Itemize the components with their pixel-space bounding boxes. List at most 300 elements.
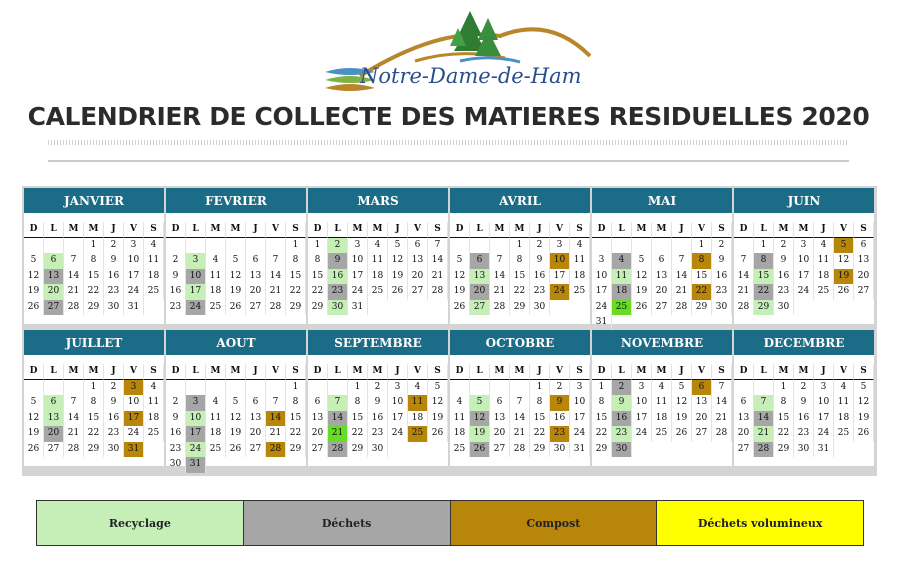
day-cell: 4 [144, 238, 164, 254]
day-cell: 29 [510, 300, 530, 316]
day-cell: 15 [84, 411, 104, 427]
day-cell: 26 [226, 442, 246, 458]
day-cell: 10 [570, 395, 590, 411]
day-cell: 1 [692, 238, 712, 254]
day-cell: 31 [570, 442, 590, 458]
weekday-label: J [104, 364, 124, 380]
weekday-label: M [510, 222, 530, 238]
day-cell: 25 [144, 426, 164, 442]
day-cell: 16 [530, 269, 550, 285]
weekday-label: V [692, 222, 712, 238]
day-cell: 23 [104, 284, 124, 300]
day-cell: 6 [246, 395, 266, 411]
day-cell: 4 [206, 253, 226, 269]
weekday-label: M [774, 364, 794, 380]
month-header: SEPTEMBRE [308, 330, 448, 355]
page-title: CALENDRIER DE COLLECTE DES MATIERES RESIDUELLES 2020 [27, 102, 870, 131]
weekday-label: M [774, 222, 794, 238]
day-cell: 22 [84, 426, 104, 442]
day-cell: 24 [186, 442, 206, 458]
day-cell: 28 [672, 300, 692, 316]
day-cell: 1 [592, 380, 612, 396]
day-cell: 3 [632, 380, 652, 396]
day-cell: 5 [834, 238, 854, 254]
day-cell: 25 [368, 284, 388, 300]
day-cell: 13 [408, 253, 428, 269]
day-cell: 18 [814, 269, 834, 285]
day-cell: 21 [64, 426, 84, 442]
weekday-label: M [794, 364, 814, 380]
day-cell: 26 [428, 426, 448, 442]
empty-day-cell [470, 238, 490, 254]
day-cell: 10 [632, 395, 652, 411]
day-cell: 9 [550, 395, 570, 411]
day-cell: 13 [854, 253, 874, 269]
day-cell: 20 [854, 269, 874, 285]
day-cell: 11 [612, 269, 632, 285]
weekday-label: S [144, 364, 164, 380]
day-cell: 9 [774, 253, 794, 269]
weekday-label: M [84, 222, 104, 238]
weekday-label: V [124, 222, 144, 238]
weekday-label: S [286, 222, 306, 238]
month-octobre [450, 330, 590, 466]
day-cell: 15 [692, 269, 712, 285]
day-cell: 31 [592, 315, 612, 331]
day-cell: 9 [166, 269, 186, 285]
day-cell: 12 [470, 411, 490, 427]
day-cell: 24 [794, 284, 814, 300]
day-cell: 1 [286, 380, 306, 396]
day-cell: 19 [388, 269, 408, 285]
day-cell: 4 [570, 238, 590, 254]
day-cell: 4 [652, 380, 672, 396]
day-cell: 12 [226, 411, 246, 427]
empty-day-cell [308, 380, 328, 396]
day-cell: 29 [84, 300, 104, 316]
day-cell: 22 [286, 284, 306, 300]
day-cell: 6 [652, 253, 672, 269]
day-cell: 19 [24, 284, 44, 300]
month-days [450, 364, 590, 457]
day-cell: 28 [64, 300, 84, 316]
day-cell: 15 [510, 269, 530, 285]
weekday-label: S [428, 222, 448, 238]
day-cell: 29 [530, 442, 550, 458]
day-cell: 15 [774, 411, 794, 427]
weekday-label: J [814, 222, 834, 238]
weekday-label: M [226, 364, 246, 380]
day-cell: 12 [834, 253, 854, 269]
day-cell: 18 [570, 269, 590, 285]
empty-day-cell [24, 238, 44, 254]
day-cell: 29 [774, 442, 794, 458]
weekday-label: S [570, 364, 590, 380]
empty-day-cell [450, 380, 470, 396]
day-cell: 2 [104, 238, 124, 254]
day-cell: 14 [266, 269, 286, 285]
day-cell: 30 [712, 300, 732, 316]
day-cell: 19 [854, 411, 874, 427]
day-cell: 27 [734, 442, 754, 458]
day-cell: 14 [510, 411, 530, 427]
day-cell: 21 [328, 426, 348, 442]
day-cell: 12 [24, 269, 44, 285]
day-cell: 10 [550, 253, 570, 269]
day-cell: 3 [124, 380, 144, 396]
day-cell: 10 [124, 253, 144, 269]
weekday-label: M [348, 364, 368, 380]
day-cell: 27 [652, 300, 672, 316]
day-cell: 24 [186, 300, 206, 316]
day-cell: 13 [692, 395, 712, 411]
weekday-label: D [592, 222, 612, 238]
weekday-label: M [226, 222, 246, 238]
month-days [166, 222, 306, 315]
weekday-label: J [530, 222, 550, 238]
empty-day-cell [672, 238, 692, 254]
day-cell: 26 [388, 284, 408, 300]
day-cell: 31 [348, 300, 368, 316]
weekday-label: J [388, 364, 408, 380]
day-cell: 24 [632, 426, 652, 442]
day-cell: 6 [470, 253, 490, 269]
day-cell: 29 [348, 442, 368, 458]
day-cell: 23 [104, 426, 124, 442]
empty-day-cell [166, 238, 186, 254]
day-cell: 8 [286, 395, 306, 411]
day-cell: 1 [754, 238, 774, 254]
month-header: NOVEMBRE [592, 330, 732, 355]
day-cell: 27 [490, 442, 510, 458]
day-cell: 6 [44, 395, 64, 411]
day-cell: 4 [834, 380, 854, 396]
day-cell: 26 [24, 442, 44, 458]
day-cell: 12 [388, 253, 408, 269]
day-cell: 8 [348, 395, 368, 411]
day-cell: 26 [226, 300, 246, 316]
day-cell: 6 [692, 380, 712, 396]
day-cell: 13 [246, 269, 266, 285]
legend-item: Déchets [244, 501, 451, 545]
day-cell: 22 [308, 284, 328, 300]
day-cell: 7 [672, 253, 692, 269]
day-cell: 13 [734, 411, 754, 427]
month-mars [308, 188, 448, 324]
day-cell: 27 [408, 284, 428, 300]
weekday-label: J [246, 222, 266, 238]
day-cell: 14 [428, 253, 448, 269]
weekday-label: J [388, 222, 408, 238]
day-cell: 26 [672, 426, 692, 442]
weekday-label: V [550, 222, 570, 238]
day-cell: 27 [44, 442, 64, 458]
day-cell: 8 [308, 253, 328, 269]
weekday-label: L [44, 364, 64, 380]
day-cell: 6 [490, 395, 510, 411]
month-avril [450, 188, 590, 324]
empty-day-cell [612, 238, 632, 254]
day-cell: 21 [712, 411, 732, 427]
day-cell: 9 [328, 253, 348, 269]
weekday-label: L [470, 222, 490, 238]
day-cell: 14 [64, 269, 84, 285]
day-cell: 9 [612, 395, 632, 411]
day-cell: 23 [794, 426, 814, 442]
weekday-label: M [206, 222, 226, 238]
weekday-label: M [368, 222, 388, 238]
day-cell: 30 [794, 442, 814, 458]
day-cell: 6 [734, 395, 754, 411]
empty-day-cell [44, 238, 64, 254]
day-cell: 26 [854, 426, 874, 442]
day-cell: 12 [450, 269, 470, 285]
day-cell: 3 [570, 380, 590, 396]
day-cell: 18 [144, 411, 164, 427]
weekday-label: D [308, 222, 328, 238]
day-cell: 3 [592, 253, 612, 269]
day-cell: 19 [428, 411, 448, 427]
day-cell: 20 [246, 426, 266, 442]
empty-day-cell [592, 238, 612, 254]
day-cell: 4 [368, 238, 388, 254]
day-cell: 17 [186, 284, 206, 300]
day-cell: 18 [144, 269, 164, 285]
weekday-label: M [632, 222, 652, 238]
month-days [450, 222, 590, 315]
empty-day-cell [490, 238, 510, 254]
day-cell: 13 [44, 269, 64, 285]
day-cell: 23 [166, 300, 186, 316]
empty-day-cell [166, 380, 186, 396]
empty-day-cell [206, 238, 226, 254]
day-cell: 26 [470, 442, 490, 458]
weekday-label: L [754, 364, 774, 380]
month-days [734, 364, 874, 457]
weekday-label: D [166, 222, 186, 238]
day-cell: 8 [286, 253, 306, 269]
day-cell: 25 [834, 426, 854, 442]
day-cell: 17 [570, 411, 590, 427]
empty-day-cell [450, 238, 470, 254]
day-cell: 16 [794, 411, 814, 427]
day-cell: 5 [226, 395, 246, 411]
weekday-label: V [834, 222, 854, 238]
day-cell: 23 [328, 284, 348, 300]
day-cell: 19 [632, 284, 652, 300]
day-cell: 10 [814, 395, 834, 411]
legend-item: Compost [451, 501, 658, 545]
day-cell: 5 [24, 253, 44, 269]
empty-day-cell [186, 238, 206, 254]
day-cell: 25 [612, 300, 632, 316]
day-cell: 23 [612, 426, 632, 442]
day-cell: 24 [550, 284, 570, 300]
day-cell: 5 [388, 238, 408, 254]
day-cell: 28 [754, 442, 774, 458]
day-cell: 29 [308, 300, 328, 316]
day-cell: 14 [64, 411, 84, 427]
weekday-label: J [530, 364, 550, 380]
day-cell: 14 [734, 269, 754, 285]
title-divider [48, 160, 849, 162]
weekday-label: J [814, 364, 834, 380]
day-cell: 14 [672, 269, 692, 285]
day-cell: 17 [124, 411, 144, 427]
day-cell: 22 [592, 426, 612, 442]
day-cell: 20 [44, 426, 64, 442]
day-cell: 2 [368, 380, 388, 396]
day-cell: 27 [692, 426, 712, 442]
day-cell: 13 [652, 269, 672, 285]
day-cell: 8 [692, 253, 712, 269]
empty-day-cell [206, 380, 226, 396]
day-cell: 24 [814, 426, 834, 442]
day-cell: 9 [104, 253, 124, 269]
month-days [166, 364, 306, 473]
day-cell: 25 [450, 442, 470, 458]
month-days [308, 222, 448, 315]
day-cell: 19 [226, 284, 246, 300]
month-header: JUIN [734, 188, 874, 213]
weekday-label: M [794, 222, 814, 238]
day-cell: 25 [206, 442, 226, 458]
day-cell: 21 [672, 284, 692, 300]
day-cell: 12 [672, 395, 692, 411]
day-cell: 16 [166, 284, 186, 300]
day-cell: 3 [124, 238, 144, 254]
day-cell: 16 [166, 426, 186, 442]
day-cell: 20 [490, 426, 510, 442]
day-cell: 26 [24, 300, 44, 316]
weekday-label: L [186, 364, 206, 380]
weekday-label: L [328, 222, 348, 238]
day-cell: 13 [470, 269, 490, 285]
weekday-label: M [348, 222, 368, 238]
day-cell: 31 [124, 442, 144, 458]
month-days [308, 364, 448, 457]
day-cell: 22 [348, 426, 368, 442]
day-cell: 11 [144, 395, 164, 411]
day-cell: 7 [428, 238, 448, 254]
month-days [24, 222, 164, 315]
day-cell: 28 [266, 300, 286, 316]
day-cell: 6 [308, 395, 328, 411]
day-cell: 1 [510, 238, 530, 254]
day-cell: 23 [166, 442, 186, 458]
weekday-label: L [612, 222, 632, 238]
day-cell: 7 [734, 253, 754, 269]
day-cell: 29 [84, 442, 104, 458]
empty-day-cell [734, 238, 754, 254]
day-cell: 27 [246, 300, 266, 316]
day-cell: 12 [428, 395, 448, 411]
weekday-label: L [328, 364, 348, 380]
weekday-label: D [592, 364, 612, 380]
empty-day-cell [266, 238, 286, 254]
day-cell: 30 [550, 442, 570, 458]
empty-day-cell [64, 380, 84, 396]
day-cell: 17 [550, 269, 570, 285]
month-header: MAI [592, 188, 732, 213]
day-cell: 12 [854, 395, 874, 411]
weekday-label: J [672, 364, 692, 380]
day-cell: 29 [754, 300, 774, 316]
day-cell: 17 [186, 426, 206, 442]
day-cell: 6 [408, 238, 428, 254]
day-cell: 7 [64, 395, 84, 411]
day-cell: 20 [44, 284, 64, 300]
day-cell: 16 [368, 411, 388, 427]
day-cell: 5 [470, 395, 490, 411]
day-cell: 23 [774, 284, 794, 300]
day-cell: 17 [794, 269, 814, 285]
day-cell: 14 [754, 411, 774, 427]
day-cell: 8 [84, 253, 104, 269]
day-cell: 2 [550, 380, 570, 396]
weekday-label: D [450, 222, 470, 238]
day-cell: 10 [124, 395, 144, 411]
day-cell: 27 [470, 300, 490, 316]
empty-day-cell [44, 380, 64, 396]
empty-day-cell [246, 238, 266, 254]
day-cell: 20 [652, 284, 672, 300]
empty-day-cell [246, 380, 266, 396]
empty-day-cell [470, 380, 490, 396]
day-cell: 11 [408, 395, 428, 411]
day-cell: 22 [286, 426, 306, 442]
day-cell: 22 [774, 426, 794, 442]
day-cell: 2 [774, 238, 794, 254]
month-decembre [734, 330, 874, 466]
weekday-label: S [144, 222, 164, 238]
day-cell: 30 [774, 300, 794, 316]
empty-day-cell [510, 380, 530, 396]
day-cell: 2 [328, 238, 348, 254]
day-cell: 16 [328, 269, 348, 285]
day-cell: 19 [470, 426, 490, 442]
day-cell: 29 [286, 442, 306, 458]
day-cell: 19 [834, 269, 854, 285]
day-cell: 4 [814, 238, 834, 254]
day-cell: 21 [266, 284, 286, 300]
day-cell: 1 [84, 238, 104, 254]
day-cell: 4 [144, 380, 164, 396]
weekday-label: J [672, 222, 692, 238]
weekday-label: S [286, 364, 306, 380]
day-cell: 1 [530, 380, 550, 396]
weekday-label: S [712, 364, 732, 380]
day-cell: 20 [246, 284, 266, 300]
day-cell: 13 [490, 411, 510, 427]
empty-day-cell [490, 380, 510, 396]
weekday-label: V [266, 364, 286, 380]
day-cell: 5 [226, 253, 246, 269]
day-cell: 14 [712, 395, 732, 411]
empty-day-cell [226, 380, 246, 396]
weekday-label: L [470, 364, 490, 380]
weekday-label: S [428, 364, 448, 380]
day-cell: 7 [754, 395, 774, 411]
day-cell: 8 [510, 253, 530, 269]
day-cell: 11 [834, 395, 854, 411]
day-cell: 25 [652, 426, 672, 442]
month-septembre [308, 330, 448, 466]
month-mai [592, 188, 732, 327]
day-cell: 14 [490, 269, 510, 285]
day-cell: 25 [570, 284, 590, 300]
day-cell: 28 [64, 442, 84, 458]
